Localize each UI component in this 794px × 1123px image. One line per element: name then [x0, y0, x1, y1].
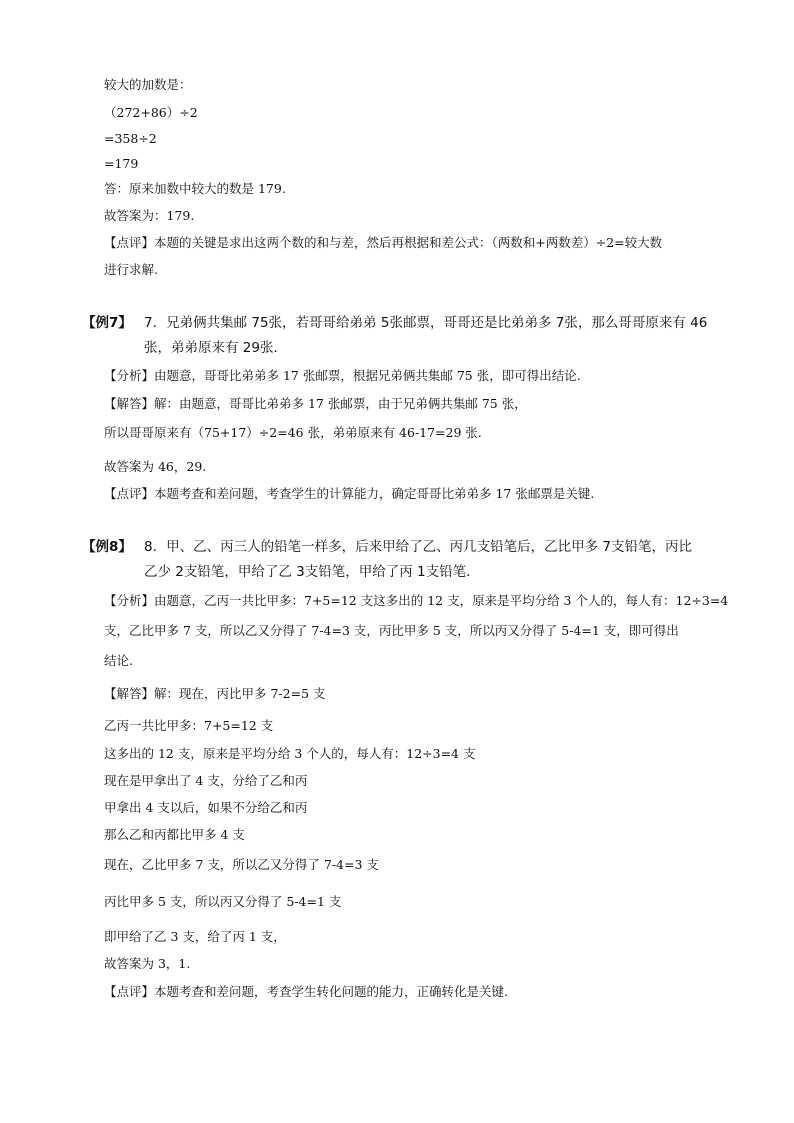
- example7-question-line1: 7．兄弟俩共集邮 75张，若哥哥给弟弟 5张邮票，哥哥还是比弟弟多 7张，那么哥哥原来有 46: [144, 315, 708, 331]
- example8-tag: 【例8】: [82, 539, 132, 555]
- example8-step-8: 即甲给了乙 3 支，给了丙 1 支，: [104, 929, 286, 944]
- prev-comment-cont: 进行求解.: [104, 262, 158, 277]
- example8-step-6: 现在，乙比甲多 7 支，所以乙又分得了 7-4=3 支: [104, 857, 379, 872]
- example7-question: [82, 313, 707, 333]
- example8-answer: 故答案为 3，1.: [104, 956, 191, 971]
- example8-step-7: 丙比甲多 5 支，所以丙又分得了 5-4=1 支: [104, 894, 342, 909]
- example8-question-line1: 8．甲、乙、丙三人的铅笔一样多，后来甲给了乙、丙几支铅笔后，乙比甲多 7支铅笔，丙比: [144, 539, 692, 555]
- prev-line-3: =358÷2: [104, 131, 157, 146]
- example8-analysis-2: 支，乙比甲多 7 支，所以乙又分得了 7-4=3 支，丙比甲多 5 支，所以丙又分得了 5-4=1 支，即可得出: [104, 623, 679, 638]
- example8-analysis: 【分析】由题意，乙丙一共比甲多：7+5=12 支这多出的 12 支，原来是平均分给 3 个人的，每人有：12÷3=4: [104, 593, 729, 608]
- example7-question-line2: 张，弟弟原来有 29张．: [144, 340, 287, 356]
- example8-question: [82, 537, 692, 557]
- example7-solution-2: 所以哥哥原来有（75+17）÷2=46 张，弟弟原来有 46-17=29 张.: [104, 425, 482, 440]
- example7-comment: 【点评】本题考查和差问题，考查学生的计算能力，确定哥哥比弟弟多 17 张邮票是关键.: [104, 486, 595, 501]
- example7-analysis: 【分析】由题意，哥哥比弟弟多 17 张邮票，根据兄弟俩共集邮 75 张，即可得出结论.: [104, 368, 581, 383]
- prev-final-answer: 故答案为：179.: [104, 208, 195, 223]
- example7-answer: 故答案为 46，29.: [104, 459, 207, 474]
- example8-step-3: 现在是甲拿出了 4 支，分给了乙和丙: [104, 773, 308, 788]
- example8-step-5: 那么乙和丙都比甲多 4 支: [104, 827, 245, 842]
- prev-answer: 答：原来加数中较大的数是 179.: [104, 181, 286, 196]
- example8-comment: 【点评】本题考查和差问题，考查学生转化问题的能力，正确转化是关键.: [104, 984, 508, 999]
- prev-comment: 【点评】本题的关键是求出这两个数的和与差，然后再根据和差公式：（两数和+两数差）÷2=较大数: [104, 235, 663, 250]
- example7-tag: 【例7】: [82, 315, 132, 331]
- example8-solution: 【解答】解：现在，丙比甲多 7-2=5 支: [104, 686, 326, 701]
- example8-step-2: 这多出的 12 支，原来是平均分给 3 个人的，每人有：12÷3=4 支: [104, 746, 476, 761]
- prev-line-2: （272+86）÷2: [104, 105, 198, 120]
- example7-solution: 【解答】解：由题意，哥哥比弟弟多 17 张邮票，由于兄弟俩共集邮 75 张，: [104, 396, 527, 411]
- example8-analysis-3: 结论.: [104, 653, 133, 668]
- example8-step-4: 甲拿出 4 支以后，如果不分给乙和丙: [104, 800, 308, 815]
- example8-question-line2: 乙少 2支铅笔，甲给了乙 3支铅笔，甲给了丙 1支铅笔．: [144, 564, 480, 580]
- example8-step-1: 乙丙一共比甲多：7+5=12 支: [104, 718, 274, 733]
- prev-line-4: =179: [104, 156, 139, 171]
- prev-line-1: 较大的加数是：: [104, 77, 192, 92]
